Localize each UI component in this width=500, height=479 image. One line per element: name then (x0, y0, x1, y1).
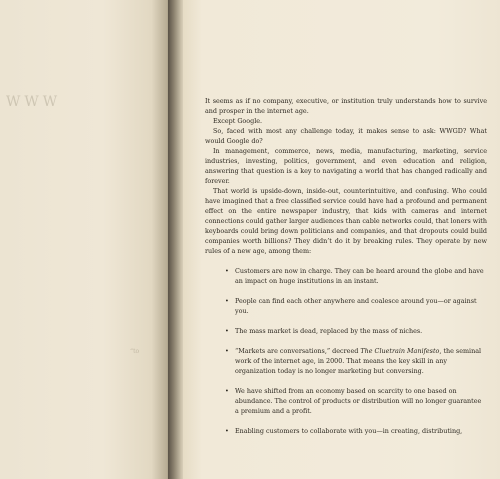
list-item-text: People can find each other anywhere and coalesce around you—or against you. (235, 297, 477, 315)
list-item-text: We have shifted from an economy based on scarcity to one based on abundance. The control of products or distribution will no longer guarantee a premium and a profit. (235, 387, 482, 415)
left-page-bleed-through-text: WWW (6, 94, 62, 110)
list-item (225, 266, 487, 286)
list-item (225, 346, 487, 376)
book-title: The Cluetrain Manifesto (360, 347, 440, 355)
paragraph: It seems as if no company, executive, or institution truly understands how to survive and prosper in the internet age. (205, 97, 487, 115)
left-page (0, 0, 172, 479)
list-item (225, 326, 487, 336)
bullet-icon: • (225, 387, 229, 395)
list-item-text: Customers are now in charge. They can be heard around the globe and have an impact on huge institutions in an instant. (235, 267, 484, 285)
bullet-icon: • (225, 297, 229, 305)
bullet-icon: • (225, 427, 229, 435)
paragraph: So, faced with most any challenge today, it makes sense to ask: WWGD? What would Google do? (205, 127, 487, 145)
list-item-text: Enabling customers to collaborate with you—in creating, distributing, (235, 427, 463, 435)
right-page (183, 0, 500, 479)
list-item (225, 296, 487, 316)
list-item (225, 426, 487, 436)
list-item (225, 386, 487, 416)
left-page-bleed-through-mark: “to (130, 348, 140, 355)
body-text (205, 96, 487, 446)
bullet-icon: • (225, 327, 229, 335)
paragraph: In management, commerce, news, media, manufacturing, marketing, service industries, investing, politics, government, and even education and religion, answering that question is a key to navigating a world that has changed radically and forever. (205, 147, 487, 185)
paragraph: Except Google. (213, 117, 263, 125)
paragraph: That world is upside-down, inside-out, counterintuitive, and confusing. Who could have imagined that a free classified service could have had a profound and permanent effect on the entire newspaper industry, that kids with cameras and internet connections could gather larger audiences than cable networks could, that loners with keyboards could bring down politicians and companies, and that dropouts could build companies worth billions? They didn’t do it by breaking rules. They operate by new rules of a new age, among them: (205, 187, 487, 255)
rules-list (205, 266, 487, 436)
bullet-icon: • (225, 347, 229, 355)
list-item-text: The mass market is dead, replaced by the mass of niches. (235, 327, 423, 335)
list-item-text-after: , the seminal work of the internet age, in 2000. That means the key skill in any organization today is no longer marketing but conversing. (235, 347, 482, 375)
list-item-text-before: “Markets are conversations,” decreed (235, 347, 361, 355)
bullet-icon: • (225, 267, 229, 275)
